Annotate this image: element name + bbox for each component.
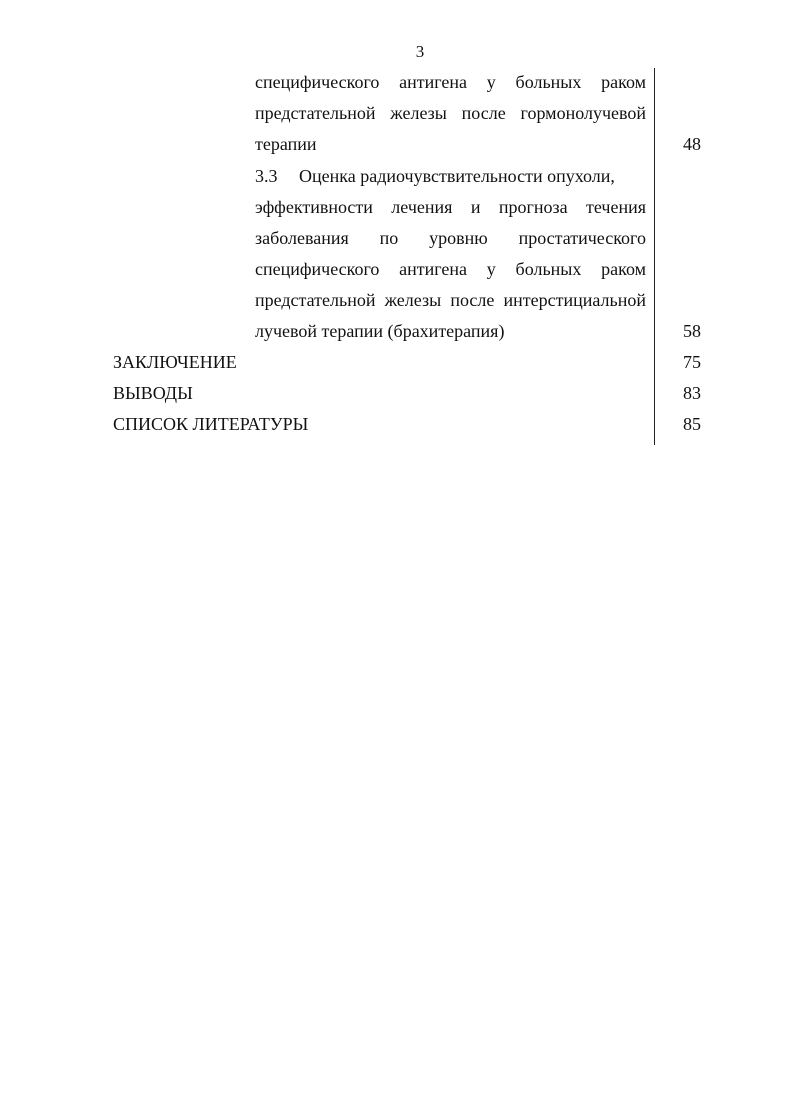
toc-entry-3-3-line-6: лучевой терапии (брахитерапия) (255, 321, 505, 341)
toc-entry-3-3-line-3: заболевания по уровню простатического (255, 228, 646, 248)
toc-entry-3-3-line-4: специфического антигена у больных раком (255, 259, 646, 279)
toc-conclusion-title: ЗАКЛЮЧЕНИЕ (113, 352, 237, 372)
toc-conclusion-page: 75 (683, 352, 701, 372)
page-column-rule (654, 68, 655, 445)
toc-references-title: СПИСОК ЛИТЕРАТУРЫ (113, 414, 309, 434)
toc-entry-prev-line-2: предстательной железы после гормонолучевой (255, 103, 646, 123)
toc-entry-3-3-page: 58 (683, 321, 701, 341)
toc-entry-3-3-line-2: эффективности лечения и прогноза течения (255, 197, 646, 217)
toc-entry-prev-line-1: специфического антигена у больных раком (255, 72, 646, 92)
toc-entry-prev-page: 48 (683, 134, 701, 154)
toc-entry-prev-line-3: терапии (255, 134, 317, 154)
page-number: 3 (415, 42, 425, 61)
toc-entry-3-3-line-1 (255, 164, 646, 188)
toc-findings-page: 83 (683, 383, 701, 403)
toc-references-page: 85 (683, 414, 701, 434)
toc-entry-3-3-line-5: предстательной железы после интерстициальной (255, 290, 646, 310)
toc-entry-3-3-number: 3.3 (255, 166, 278, 186)
toc-entry-3-3-title-start: Оценка радиочувствительности опухоли, (299, 166, 615, 186)
toc-findings-title: ВЫВОДЫ (113, 383, 193, 403)
